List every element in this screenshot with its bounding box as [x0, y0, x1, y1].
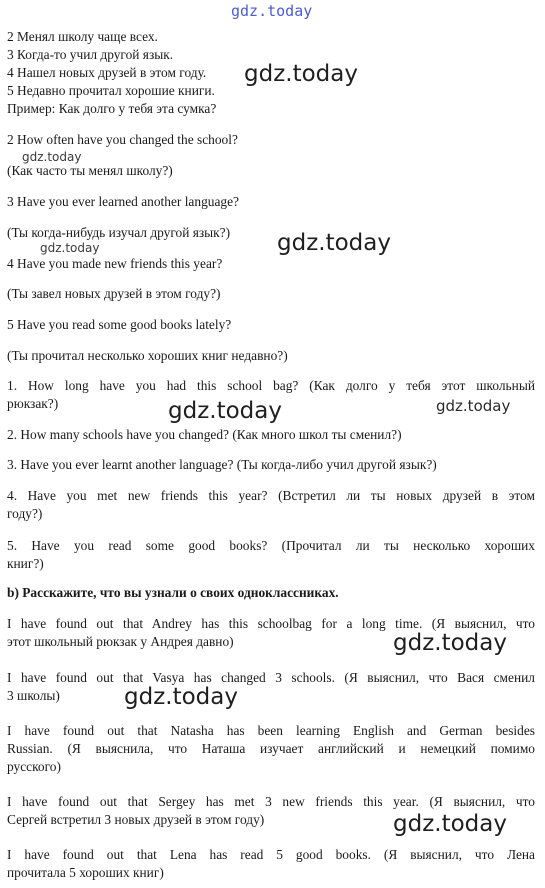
watermark: gdz.today: [244, 61, 358, 87]
section-heading: b) Расскажите, что вы узнали о своих одноклассниках.: [7, 585, 339, 600]
watermark: gdz.today: [393, 811, 507, 837]
paragraph-line: прочитала 5 хороших книг): [7, 865, 164, 880]
answer-line: 4. Have you met new friends this year? (Встретил ли ты новых друзей в этом: [7, 488, 535, 503]
text-line: 5 Недавно прочитал хорошие книги.: [7, 83, 215, 98]
paragraph-line: I have found out that Andrey has this schoolbag for a long time. (Я выяснил, что: [7, 616, 535, 631]
watermark-header: gdz.today: [231, 2, 313, 20]
paragraph-line: I have found out that Lena has read 5 good books. (Я выяснил, что Лена: [7, 847, 535, 862]
watermark: gdz.today: [124, 684, 238, 710]
answer-line: 3. Have you ever learnt another language? (Ты когда-либо учил другой язык?): [7, 457, 437, 472]
paragraph-line: Russian. (Я выяснила, что Наташа изучает английский и немецкий помимо: [7, 741, 535, 756]
answer-line: году?): [7, 506, 43, 521]
question-line: 2 How often have you changed the school?: [7, 132, 238, 147]
paragraph-line: 3 школы): [7, 688, 60, 703]
paragraph-line: I have found out that Vasya has changed 3 schools. (Я выяснил, что Вася сменил: [7, 670, 535, 685]
answer-line: 1. How long have you had this school bag? (Как долго у тебя этот школьный: [7, 378, 535, 393]
answer-line: 2. How many schools have you changed? (Как много школ ты сменил?): [7, 427, 402, 442]
question-line: 5 Have you read some good books lately?: [7, 317, 232, 332]
text-line: Пример: Как долго у тебя эта сумка?: [7, 101, 217, 116]
watermark: gdz.today: [168, 398, 282, 424]
paragraph-line: I have found out that Natasha has been learning English and German besides: [7, 723, 535, 738]
answer-line: книг?): [7, 556, 44, 571]
translation-line: (Как часто ты менял школу?): [7, 163, 173, 178]
watermark: gdz.today: [22, 150, 82, 164]
paragraph-line: русского): [7, 759, 61, 774]
text-line: 4 Нашел новых друзей в этом году.: [7, 65, 207, 80]
watermark: gdz.today: [393, 630, 507, 656]
text-line: 2 Менял школу чаще всех.: [7, 29, 158, 44]
paragraph-line: I have found out that Sergey has met 3 new friends this year. (Я выяснил, что: [7, 794, 535, 809]
answer-line: 5. Have you read some good books? (Прочитал ли ты несколько хороших: [7, 538, 535, 553]
translation-line: (Ты когда-нибудь изучал другой язык?): [7, 225, 231, 240]
translation-line: (Ты прочитал несколько хороших книг недавно?): [7, 348, 288, 363]
question-line: 3 Have you ever learned another language?: [7, 194, 239, 209]
paragraph-line: этот школьный рюкзак у Андрея давно): [7, 634, 234, 649]
text-line: 3 Когда-то учил другой язык.: [7, 47, 174, 62]
watermark: gdz.today: [436, 397, 511, 415]
answer-line: рюкзак?): [7, 396, 59, 411]
watermark: gdz.today: [40, 241, 100, 255]
watermark: gdz.today: [277, 230, 391, 256]
paragraph-line: Сергей встретил 3 новых друзей в этом году): [7, 812, 265, 827]
question-line: 4 Have you made new friends this year?: [7, 256, 223, 271]
translation-line: (Ты завел новых друзей в этом году?): [7, 286, 221, 301]
